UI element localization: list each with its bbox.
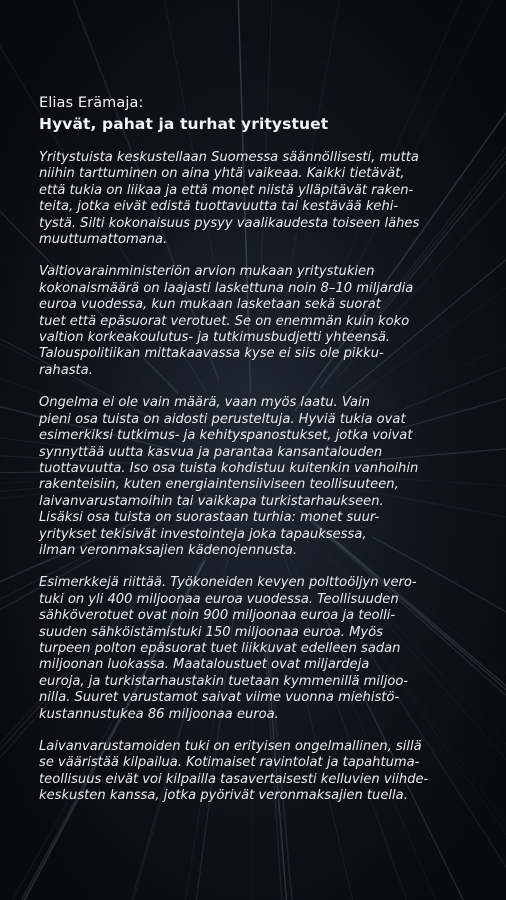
body-paragraph xyxy=(39,264,471,379)
text-line: valtion korkeakoulutus- ja tutkimusbudjetti yhteensä. xyxy=(39,330,391,346)
text-line: niihin tarttuminen on aina yhtä vaikeaa. Kaikki tietävät, xyxy=(39,166,405,182)
text-line: laivanvarustamoihin tai vaikkapa turkistarhaukseen. xyxy=(39,493,384,509)
text-line: esimerkiksi tutkimus- ja kehityspanostukset, jotka voivat xyxy=(39,428,413,444)
text-line: muuttumattomana. xyxy=(39,232,168,248)
text-line: euroa vuodessa, kun mukaan lasketaan sekä suorat xyxy=(39,297,381,313)
text-line: turpeen polton epäsuorat tuet liikkuvat edelleen sadan xyxy=(39,640,401,656)
text-line: sähköverotuet ovat noin 900 miljoonaa euroa ja teolli- xyxy=(39,608,396,624)
text-line: kokonaismäärä on laajasti laskettuna noin 8–10 miljardia xyxy=(39,280,414,296)
article xyxy=(39,94,471,805)
text-line: Esimerkkejä riittää. Työkoneiden kevyen polttoöljyn vero- xyxy=(39,575,417,591)
body-paragraph xyxy=(39,739,471,805)
text-line: Lisäksi osa tuista on suorastaan turhia: monet suur- xyxy=(39,510,380,526)
body-paragraph xyxy=(39,395,471,559)
body-paragraph xyxy=(39,575,471,723)
text-line: miljoonan luokassa. Maataloustuet ovat miljardeja xyxy=(39,657,370,673)
article-title: Hyvät, pahat ja turhat yritystuet xyxy=(39,115,329,133)
text-line: tuki on yli 400 miljoonaa euroa vuodessa. Teollisuuden xyxy=(39,591,399,607)
text-line: suuden sähköistämistuki 150 miljoonaa euroa. Myös xyxy=(39,624,383,640)
text-line: tystä. Silti kokonaisuus pysyy vaalikaudesta toiseen lähes xyxy=(39,215,420,231)
text-line: pieni osa tuista on aidosti perusteltuja. Hyviä tukia ovat xyxy=(39,411,406,427)
text-line: Valtiovarainministeriön arvion mukaan yritystukien xyxy=(39,264,375,280)
author-name: Elias Erämaja: xyxy=(39,95,144,111)
text-line: Yritystuista keskustellaan Suomessa säännöllisesti, mutta xyxy=(39,150,419,165)
text-line: rahasta. xyxy=(39,362,93,378)
text-line: synnyttää uutta kasvua ja parantaa kansantalouden xyxy=(39,444,383,460)
text-line: se vääristää kilpailua. Kotimaiset ravintolat ja tapahtuma- xyxy=(39,755,420,771)
text-line: euroja, ja turkistarhaustakin tuetaan kymmenillä miljoo- xyxy=(39,673,409,689)
text-line: Ongelma ei ole vain määrä, vaan myös laatu. Vain xyxy=(39,395,370,411)
text-line: tuottavuutta. Iso osa tuista kohdistuu kuitenkin vanhoihin xyxy=(39,460,419,476)
text-line: että tukia on liikaa ja että monet niistä ylläpitävät raken- xyxy=(39,182,414,198)
text-line: rakenteisiin, kuten energiaintensiiviseen teollisuuteen, xyxy=(39,477,399,493)
text-line: teollisuus eivät voi kilpailla tasavertaisesti kelluvien viihde- xyxy=(39,771,429,787)
text-line: yritykset tekisivät investointeja joka tapauksessa, xyxy=(39,526,367,542)
text-line: ilman veronmaksajien kädenojennusta. xyxy=(39,542,298,558)
text-line: teita, jotka eivät edistä tuottavuutta tai kestävää kehi- xyxy=(39,199,399,215)
text-line: keskusten kanssa, jotka pyörivät veronmaksajien tuella. xyxy=(39,788,408,804)
body-paragraph xyxy=(39,150,471,248)
article-body xyxy=(39,150,471,805)
text-line: kustannustukea 86 miljoonaa euroa. xyxy=(39,706,279,722)
text-line: nilla. Suuret varustamot saivat viime vuonna miehistö- xyxy=(39,690,400,706)
text-line: Laivanvarustamoiden tuki on erityisen ongelmallinen, sillä xyxy=(39,739,422,754)
text-line: Talouspolitiikan mittakaavassa kyse ei siis ole pikku- xyxy=(39,346,384,362)
text-line: tuet että epäsuorat verotuet. Se on enemmän kuin koko xyxy=(39,313,410,329)
